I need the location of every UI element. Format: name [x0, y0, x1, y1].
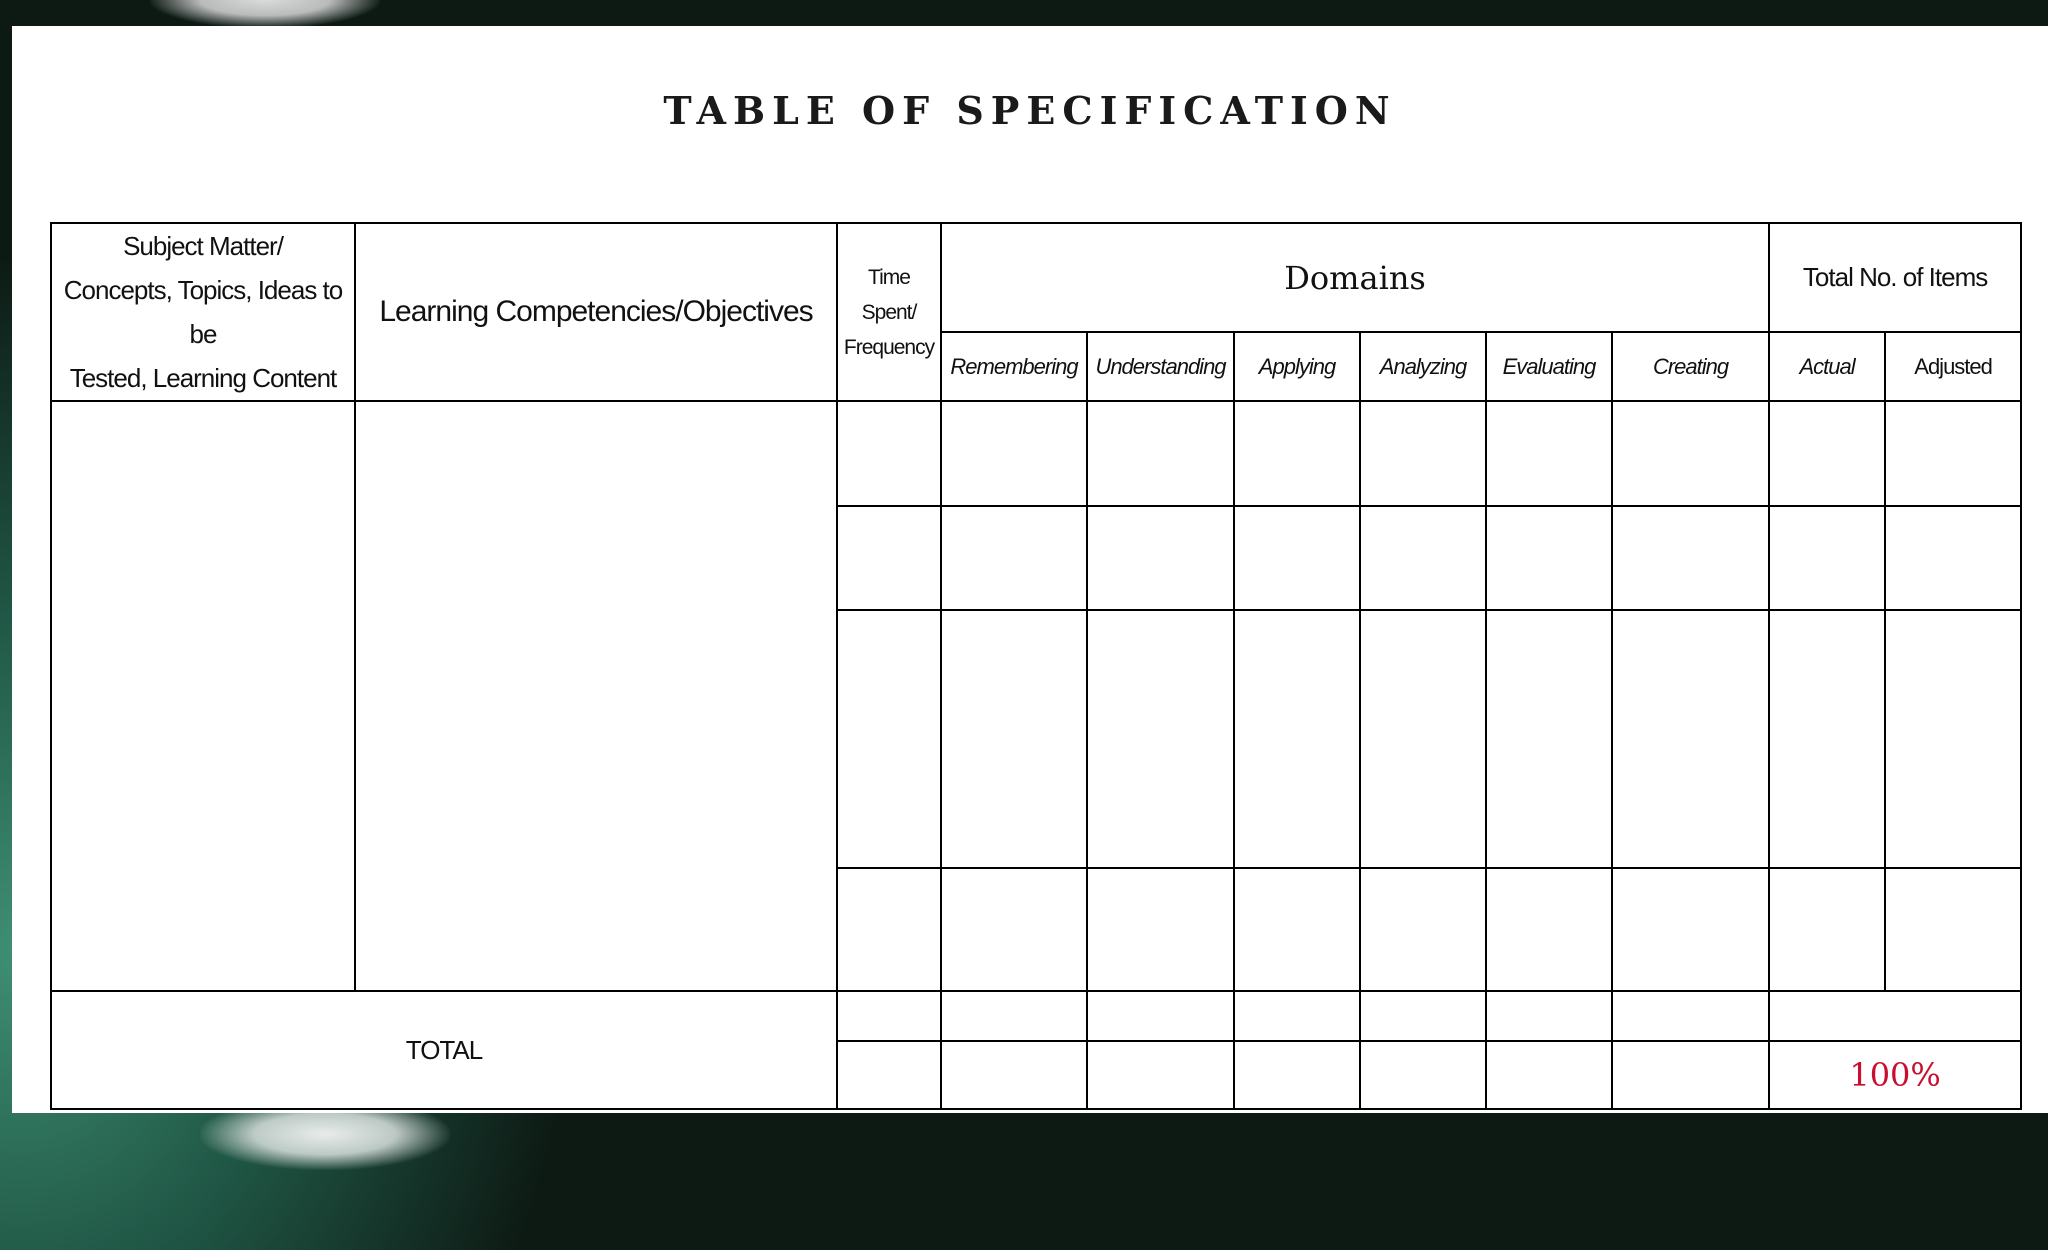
header-understanding: Understanding [1087, 332, 1234, 401]
table-cell[interactable] [1769, 506, 1885, 610]
table-cell[interactable] [1087, 1041, 1234, 1109]
table-cell[interactable] [1234, 401, 1360, 506]
table-cell[interactable] [1612, 610, 1769, 868]
header-time-line-2: Spent/ [861, 300, 917, 324]
header-actual: Actual [1769, 332, 1885, 401]
table-cell[interactable] [941, 868, 1087, 991]
table-cell[interactable] [1486, 868, 1612, 991]
header-subject-line-3: Tested, Learning Content [69, 363, 337, 393]
header-time-line-1: Time [868, 265, 910, 289]
table-cell[interactable] [1486, 991, 1612, 1041]
table-row [51, 401, 2021, 506]
table-cell[interactable] [1769, 610, 1885, 868]
table-cell[interactable] [1885, 868, 2021, 991]
table-cell[interactable] [837, 1041, 941, 1109]
table-cell[interactable] [1612, 991, 1769, 1041]
header-analyzing: Analyzing [1360, 332, 1486, 401]
header-evaluating: Evaluating [1486, 332, 1612, 401]
header-domains: Domains [941, 223, 1769, 332]
table-cell[interactable] [1486, 610, 1612, 868]
table-cell[interactable] [1885, 506, 2021, 610]
table-cell[interactable] [1234, 991, 1360, 1041]
table-cell[interactable] [837, 610, 941, 868]
table-cell[interactable] [837, 991, 941, 1041]
table-cell[interactable] [1360, 506, 1486, 610]
table-cell[interactable] [1612, 401, 1769, 506]
table-cell[interactable] [1769, 401, 1885, 506]
table-cell[interactable] [1360, 1041, 1486, 1109]
table-cell[interactable] [1087, 610, 1234, 868]
table-cell[interactable] [1612, 868, 1769, 991]
total-row [51, 991, 2021, 1041]
brush-stroke-bottom [200, 1110, 450, 1170]
subject-matter-cell[interactable] [51, 401, 355, 991]
header-total-items: Total No. of Items [1769, 223, 2021, 332]
table-cell[interactable] [1486, 506, 1612, 610]
table-cell[interactable] [837, 506, 941, 610]
header-subject-matter [51, 223, 355, 401]
header-creating: Creating [1612, 332, 1769, 401]
learning-competencies-cell[interactable] [355, 401, 837, 991]
table-cell[interactable] [941, 401, 1087, 506]
table-cell[interactable] [1486, 401, 1612, 506]
header-time-spent [837, 223, 941, 401]
table-cell[interactable] [941, 610, 1087, 868]
specification-table [50, 222, 2022, 1110]
table-cell[interactable] [1769, 991, 2021, 1041]
table-cell[interactable] [1087, 868, 1234, 991]
header-subject-line-1: Subject Matter/ [123, 231, 283, 261]
table-cell[interactable] [1612, 506, 1769, 610]
header-learning-competencies: Learning Competencies/Objectives [355, 223, 837, 401]
table-cell[interactable] [1360, 868, 1486, 991]
header-adjusted: Adjusted [1885, 332, 2021, 401]
page-title: TABLE OF SPECIFICATION [663, 88, 1397, 133]
table-cell[interactable] [1087, 401, 1234, 506]
total-label: TOTAL [51, 991, 837, 1109]
table-cell[interactable] [941, 506, 1087, 610]
brush-stroke-top [150, 0, 380, 28]
table-cell[interactable] [1234, 610, 1360, 868]
table-cell[interactable] [837, 401, 941, 506]
total-percent: 100% [1769, 1041, 2021, 1109]
table-cell[interactable] [1087, 506, 1234, 610]
table-cell[interactable] [941, 991, 1087, 1041]
table-cell[interactable] [1234, 868, 1360, 991]
table-cell[interactable] [1769, 868, 1885, 991]
table-cell[interactable] [941, 1041, 1087, 1109]
header-remembering: Remembering [941, 332, 1087, 401]
table-cell[interactable] [1360, 991, 1486, 1041]
table-cell[interactable] [1234, 1041, 1360, 1109]
table-cell[interactable] [1360, 610, 1486, 868]
table-cell[interactable] [1360, 401, 1486, 506]
table-cell[interactable] [1234, 506, 1360, 610]
header-time-line-3: Frequency [843, 335, 935, 359]
header-applying: Applying [1234, 332, 1360, 401]
table-cell[interactable] [1486, 1041, 1612, 1109]
table-cell[interactable] [837, 868, 941, 991]
table-cell[interactable] [1885, 401, 2021, 506]
table-cell[interactable] [1885, 610, 2021, 868]
table-cell[interactable] [1612, 1041, 1769, 1109]
table-cell[interactable] [1087, 991, 1234, 1041]
header-subject-line-2: Concepts, Topics, Ideas to be [63, 275, 343, 349]
